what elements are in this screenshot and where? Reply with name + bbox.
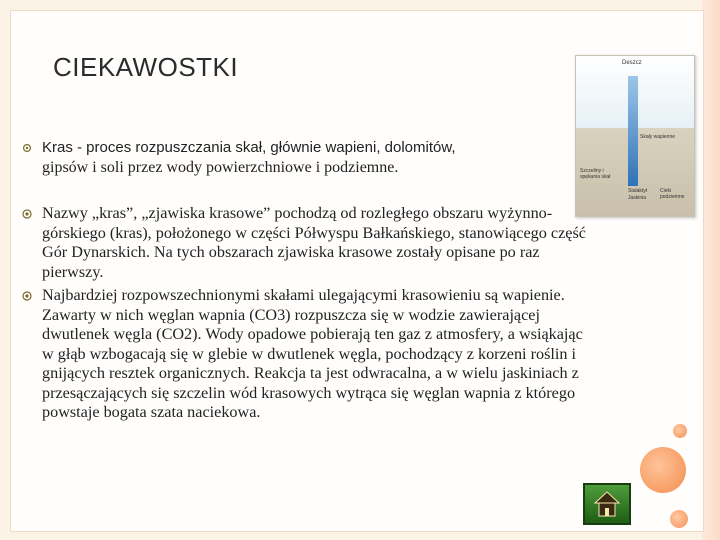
bullet-text: Najbardziej rozpowszechnionymi skałami ulegającymi krasowieniu są wapienie. Zawarty w nich węglan wapnia (CO3) rozpuszcza się w wodzie zawierającej dwutlenek węgla (CO2). Wody opadowe pobierają ten gaz z atmosfery, a wsiąkając w głąb wzbogacają się w glebie w dwutlenek węgla, pochodzący z korzeni roślin i gnijących resztek organicznych. Reakcja ta jest odwracalna, a w wielu jaskiniach z przesączających się szczelin wód krasowych wytrąca się węglan wapnia z którego powstaje bogata szata naciekowa. xyxy=(42,286,583,421)
diagram-label: Szczeliny i spękania skał xyxy=(580,168,611,180)
home-button[interactable] xyxy=(583,483,631,525)
karst-diagram-image xyxy=(575,55,695,217)
bullet-icon xyxy=(22,209,32,219)
diagram-water-shaft xyxy=(628,76,638,186)
bullet-text: Nazwy „kras”, „zjawiska krasowe” pochodzą od rozległego obszaru wyżynno-górskiego (kras), położonego w części Półwyspu Bałkańskiego, stanowiącego część Gór Dynarskich. Na tych obszarach zjawiska krasowe zostały opisane po raz pierwszy. xyxy=(42,204,586,281)
decorative-strip xyxy=(702,0,720,540)
decorative-circle xyxy=(670,510,688,528)
slide-title: CIEKAWOSTKI xyxy=(53,52,239,82)
bullet-text-line1: Kras - proces rozpuszczania skał, głównie wapieni, dolomitów, xyxy=(42,139,456,156)
diagram-label: Jaskinia xyxy=(628,195,647,201)
bullet-icon xyxy=(22,291,32,301)
bullet-list xyxy=(22,138,592,423)
diagram-label: Skały wapienne xyxy=(640,134,676,140)
bullet-item xyxy=(22,138,592,177)
diagram-rain-label: Deszcz xyxy=(622,60,642,66)
bullet-item xyxy=(22,204,592,282)
decorative-circle xyxy=(640,447,686,493)
diagram-label: Cieki podziemne xyxy=(660,188,685,200)
bullet-item xyxy=(22,286,592,423)
diagram-label: Stalaktyt xyxy=(628,188,648,194)
home-icon xyxy=(585,485,629,523)
bullet-icon xyxy=(22,143,32,153)
decorative-circle xyxy=(673,424,687,438)
bullet-text-line2: gipsów i soli przez wody powierzchniowe i podziemne. xyxy=(42,158,399,176)
